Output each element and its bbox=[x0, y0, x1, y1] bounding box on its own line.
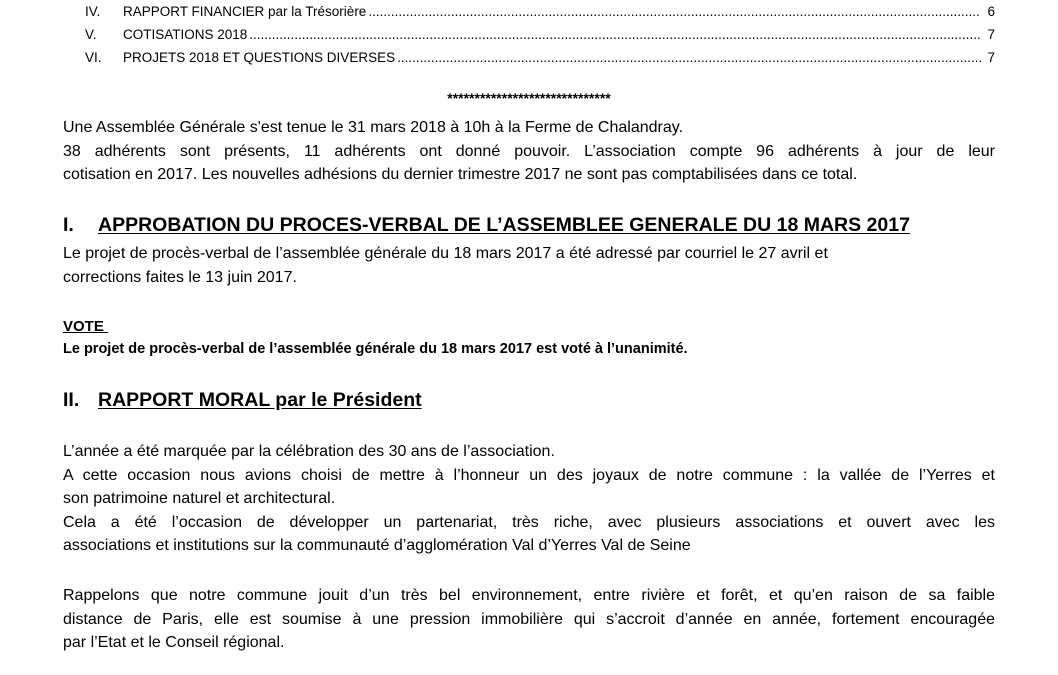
toc-entry-page: 7 bbox=[987, 27, 995, 42]
section-number: II. bbox=[63, 389, 80, 411]
toc-leader-dots bbox=[368, 0, 981, 23]
paragraph-line: L’année a été marquée par la célébration des 30 ans de l’association. bbox=[63, 443, 555, 460]
intro-line: 38 adhérents sont présents, 11 adhérents ont donné pouvoir. L’association compte 96 adhérents à jour de leur bbox=[63, 142, 995, 160]
section-heading-rapport-moral bbox=[63, 389, 422, 412]
paragraph-line: associations et institutions sur la communauté d’agglomération Val d’Yerres Val de Seine bbox=[63, 537, 691, 554]
section2-paragraph-1 bbox=[63, 440, 995, 558]
section-heading-approbation bbox=[63, 214, 910, 237]
toc-leader-dots bbox=[249, 23, 981, 46]
paragraph-line: son patrimoine naturel et architectural. bbox=[63, 490, 336, 507]
paragraph-line: Rappelons que notre commune jouit d’un très bel environnement, entre rivière et forêt, et qu’en raison de sa faible bbox=[63, 587, 995, 604]
toc-entry-number: VI. bbox=[85, 50, 102, 65]
intro-line: cotisation en 2017. Les nouvelles adhésions du dernier trimestre 2017 ne sont pas comptabilisées dans ce total. bbox=[63, 166, 858, 183]
paragraph-line: A cette occasion nous avions choisi de mettre à l’honneur un des joyaux de notre commune : la vallée de l’Yerres et bbox=[63, 466, 995, 484]
paragraph-line: Cela a été l’occasion de développer un partenariat, très riche, avec plusieurs associations et ouvert avec les bbox=[63, 513, 995, 531]
paragraph-line: distance de Paris, elle est soumise à une pression immobilière qui s’accroit d’année en année, fortement encouragée bbox=[63, 610, 995, 628]
intro-line: Une Assemblée Générale s'est tenue le 31 mars 2018 à 10h à la Ferme de Chalandray. bbox=[63, 119, 684, 136]
toc-leader-dots bbox=[397, 46, 981, 69]
toc-entry[interactable] bbox=[85, 46, 995, 69]
toc-entry-title: RAPPORT FINANCIER par la Trésorière bbox=[123, 4, 367, 19]
toc-entry-title: PROJETS 2018 ET QUESTIONS DIVERSES bbox=[123, 50, 396, 65]
section2-paragraph-2 bbox=[63, 584, 995, 655]
section-title: RAPPORT MORAL par le Président bbox=[98, 389, 422, 411]
toc-entry-number: IV. bbox=[85, 4, 101, 19]
vote-result-text: Le projet de procès-verbal de l’assemblée générale du 18 mars 2017 est voté à l’unanimité. bbox=[63, 341, 688, 357]
section-title: APPROBATION DU PROCES-VERBAL DE L’ASSEMBLEE GENERALE DU 18 MARS 2017 bbox=[98, 214, 910, 236]
table-of-contents bbox=[85, 0, 995, 69]
section-number: I. bbox=[63, 214, 74, 236]
paragraph-line: corrections faites le 13 juin 2017. bbox=[63, 268, 297, 286]
vote-label: VOTE bbox=[63, 318, 109, 335]
toc-entry-page: 6 bbox=[987, 4, 995, 19]
toc-entry[interactable] bbox=[85, 0, 995, 23]
toc-entry[interactable] bbox=[85, 23, 995, 46]
star-separator: ****************************** bbox=[447, 90, 611, 106]
section1-paragraph bbox=[63, 242, 995, 289]
toc-entry-title: COTISATIONS 2018 bbox=[123, 27, 248, 42]
toc-entry-page: 7 bbox=[987, 50, 995, 65]
paragraph-line: Le projet de procès-verbal de l’assemblée générale du 18 mars 2017 a été adressé par courriel le 27 avril et bbox=[63, 245, 828, 262]
toc-entry-number: V. bbox=[85, 27, 97, 42]
paragraph-line: par l’Etat et le Conseil régional. bbox=[63, 634, 285, 651]
intro-paragraph bbox=[63, 116, 995, 187]
